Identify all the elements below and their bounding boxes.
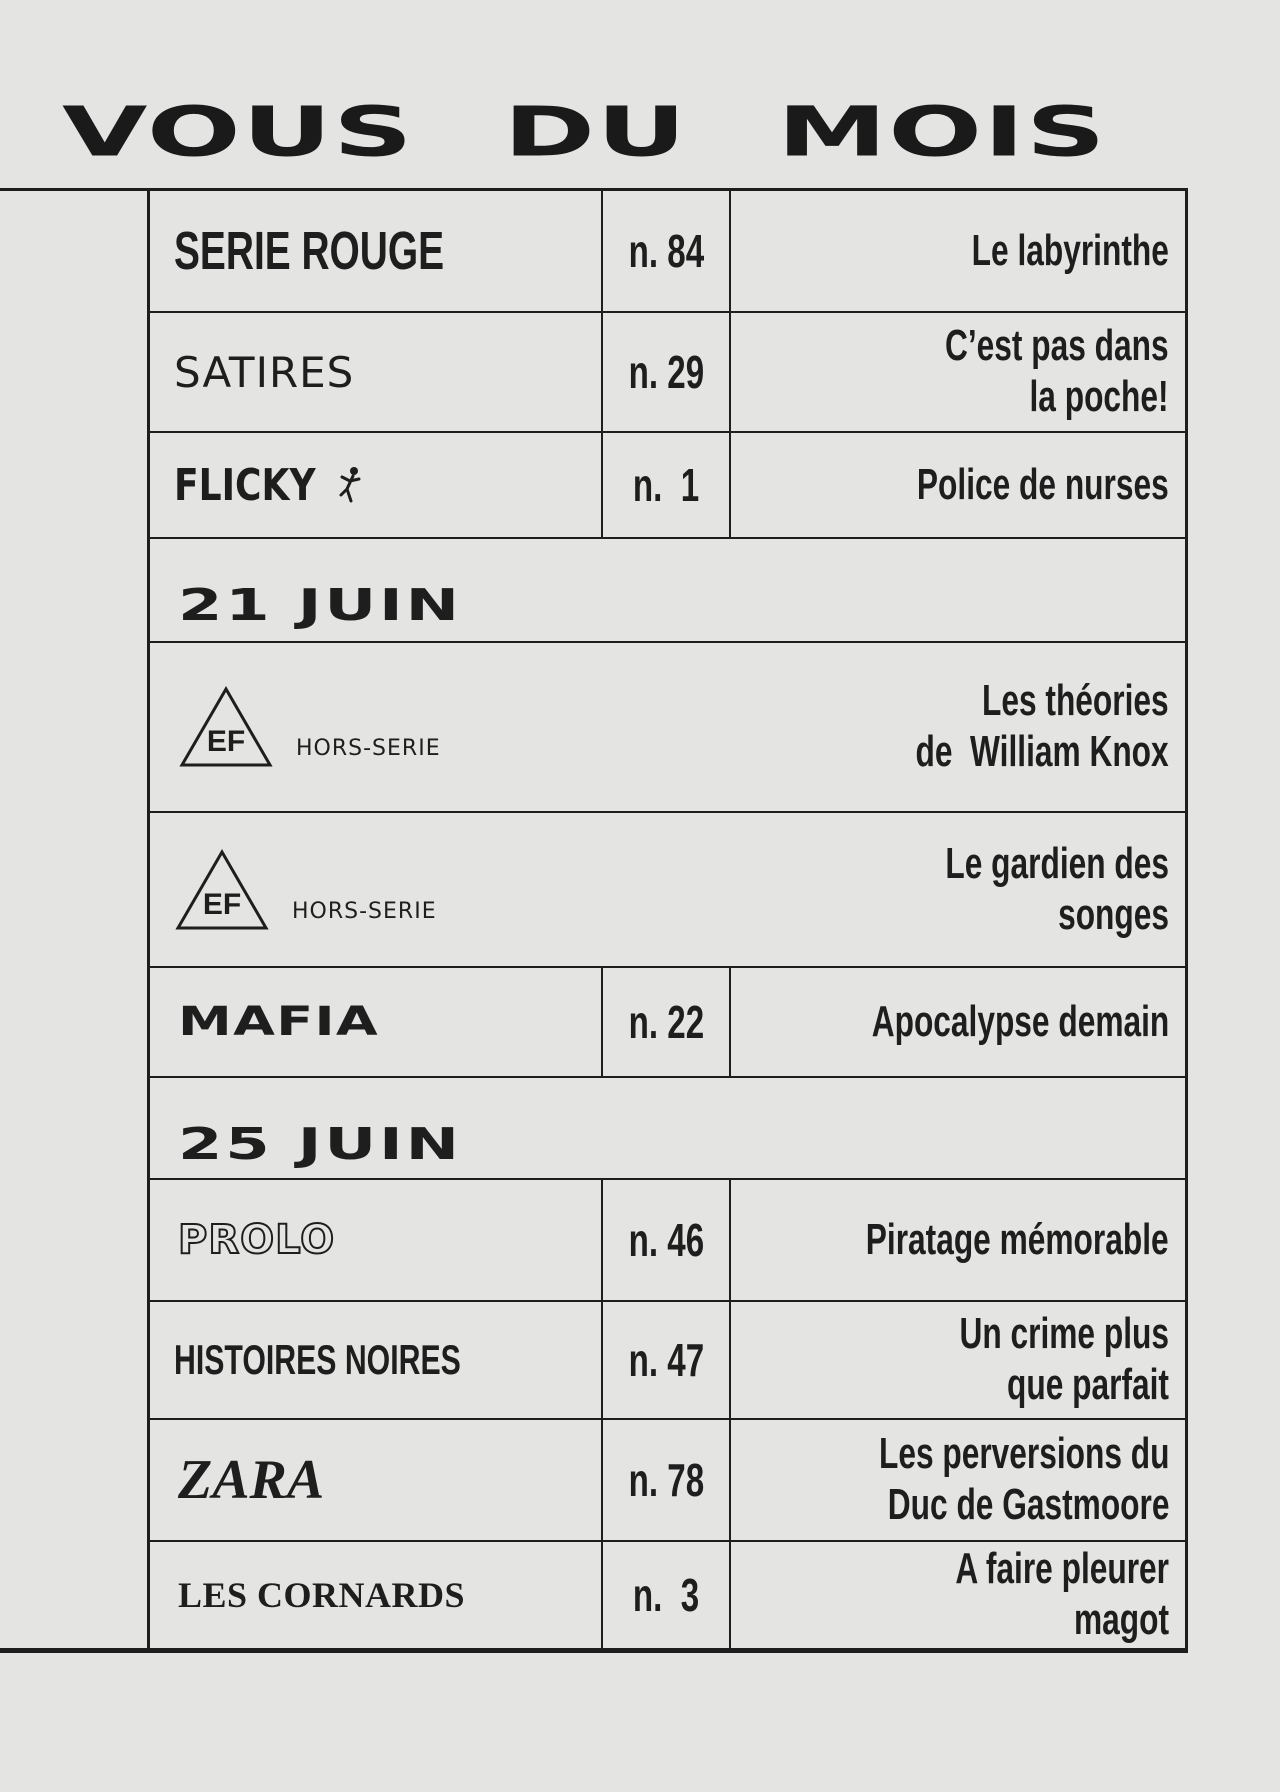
issue-number: n. 29	[628, 346, 704, 398]
table-row-ef-hors-serie-1	[150, 643, 1185, 813]
issue-number: n. 84	[628, 225, 704, 277]
table-row-prolo	[150, 1180, 1185, 1302]
book-title: Les théories de William Knox	[915, 676, 1169, 776]
issue-number: n. 47	[628, 1334, 704, 1386]
book-title: A faire pleurer magot	[955, 1544, 1169, 1644]
series-name: LES CORNARDS	[178, 1575, 466, 1615]
release-date: 21 JUIN	[178, 580, 462, 631]
triangle-logo-icon	[174, 848, 270, 932]
book-title: Apocalypse demain	[871, 996, 1169, 1046]
series-logo-prolo: PROLO	[178, 1217, 336, 1263]
series-logo-zara: ZARA	[178, 1449, 325, 1511]
page-title: VOUS DU MOIS	[62, 91, 1107, 172]
release-date: 25 JUIN	[178, 1119, 462, 1170]
table-row-ef-hors-serie-2	[150, 813, 1185, 968]
table-row-les-cornards	[150, 1542, 1185, 1648]
svg-text:EF: EF	[206, 725, 246, 758]
table-row-histoires-noires	[150, 1302, 1185, 1420]
issue-number: n. 78	[628, 1454, 704, 1506]
hors-serie-label: HORS-SERIE	[292, 898, 437, 924]
issue-number: n. 1	[632, 459, 700, 511]
bottom-rule	[0, 1648, 1188, 1653]
issue-number: n. 22	[628, 996, 704, 1048]
book-title: Les perversions du Duc de Gastmoore	[878, 1429, 1169, 1529]
series-logo-flicky: FLICKY	[174, 459, 316, 511]
issue-number: n. 46	[628, 1214, 704, 1266]
table-right-border	[1185, 188, 1188, 1650]
book-title: Le labyrinthe	[971, 225, 1169, 275]
table-row-zara	[150, 1420, 1185, 1542]
series-name: SERIE ROUGE	[174, 221, 445, 281]
issue-number: n. 3	[632, 1569, 700, 1621]
table-row-satires	[150, 313, 1185, 433]
series-name: MAFIA	[178, 999, 380, 1045]
book-title: Un crime plus que parfait	[959, 1309, 1169, 1409]
book-title: C’est pas dans la poche!	[945, 321, 1169, 421]
series-name: SATIRES	[174, 347, 355, 397]
table-row-mafia	[150, 968, 1185, 1078]
triangle-logo-icon	[178, 685, 274, 769]
book-title: Police de nurses	[917, 459, 1169, 509]
book-title: Le gardien des songes	[945, 838, 1169, 939]
running-figure-icon	[337, 465, 363, 505]
series-name: HISTOIRES NOIRES	[174, 1336, 461, 1383]
table-row-serie-rouge	[150, 191, 1185, 313]
svg-text:EF: EF	[202, 887, 242, 921]
hors-serie-label: HORS-SERIE	[296, 736, 441, 761]
date-row-21-juin	[150, 539, 1185, 643]
book-title: Piratage mémorable	[866, 1214, 1169, 1264]
table-row-flicky	[150, 433, 1185, 539]
date-row-25-juin	[150, 1078, 1185, 1180]
